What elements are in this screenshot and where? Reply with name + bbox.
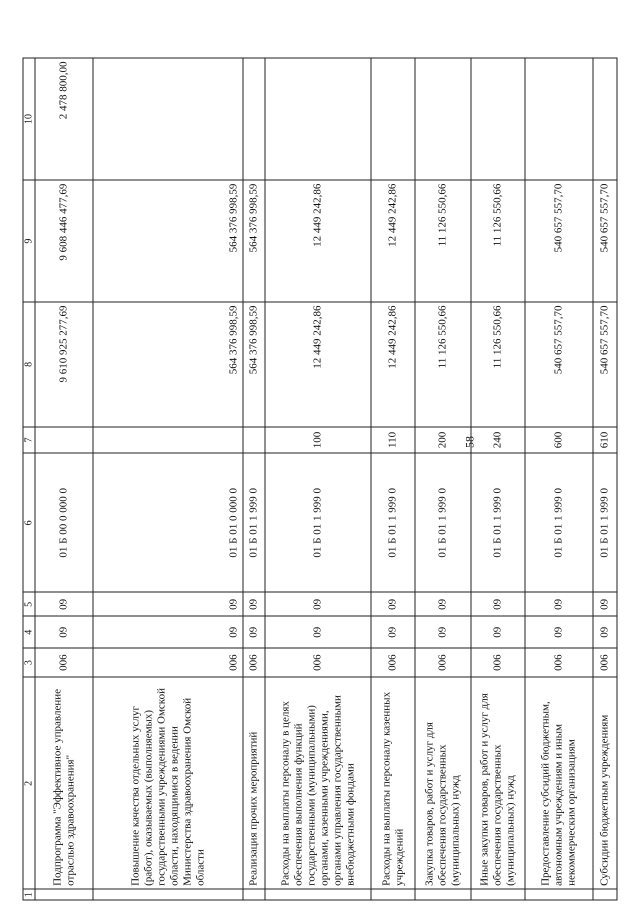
- subsection-cell: 09: [35, 592, 93, 616]
- subsection-cell: 09: [471, 592, 525, 616]
- row-index-cell: [525, 889, 593, 900]
- amount-own-cell: 11 126 550,66: [471, 180, 525, 302]
- expense-type-cell: 110: [371, 427, 415, 454]
- subsection-cell: 09: [265, 592, 371, 616]
- code-cell: 006: [593, 648, 617, 677]
- amount-total-cell: 11 126 550,66: [415, 302, 471, 427]
- item-name-cell: Расходы на выплаты персоналу казенных учреждений: [371, 677, 415, 889]
- amount-own-cell: 564 376 998,59: [93, 180, 243, 302]
- target-article-cell: 01 Б 01 1 999 0: [371, 453, 415, 592]
- code-cell: 006: [415, 648, 471, 677]
- table-row: [415, 58, 471, 900]
- target-article-cell: 01 Б 01 1 999 0: [525, 453, 593, 592]
- amount-own-cell: 564 376 998,59: [243, 180, 265, 302]
- amount-own-cell: 12 449 242,86: [265, 180, 371, 302]
- table-row: [93, 58, 243, 900]
- section-cell: 09: [525, 616, 593, 648]
- section-cell: 09: [415, 616, 471, 648]
- amount-federal-cell: [93, 58, 243, 180]
- amount-total-cell: 540 657 557,70: [593, 302, 617, 427]
- header-cell: 3: [23, 648, 35, 677]
- header-cell: 5: [23, 592, 35, 616]
- row-index-cell: [371, 889, 415, 900]
- expense-type-cell: 240: [471, 427, 525, 454]
- header-cell: 1: [23, 889, 35, 900]
- header-cell: 2: [23, 677, 35, 889]
- budget-table: [23, 58, 618, 901]
- amount-total-cell: 9 610 925 277,69: [35, 302, 93, 427]
- table-row: [525, 58, 593, 900]
- target-article-cell: 01 Б 00 0 000 0: [35, 453, 93, 592]
- expense-type-cell: 100: [265, 427, 371, 454]
- table-row: [471, 58, 525, 900]
- expense-type-cell: [93, 427, 243, 454]
- target-article-cell: 01 Б 01 1 999 0: [243, 453, 265, 592]
- expense-type-cell: [35, 427, 93, 454]
- amount-federal-cell: [415, 58, 471, 180]
- item-name-cell: Закупка товаров, работ и услуг для обеспечения государственных (муниципальных) нужд: [415, 677, 471, 889]
- expense-type-cell: [243, 427, 265, 454]
- header-cell: 10: [23, 58, 35, 180]
- subsection-cell: 09: [593, 592, 617, 616]
- header-cell: 6: [23, 453, 35, 592]
- target-article-cell: 01 Б 01 1 999 0: [593, 453, 617, 592]
- subsection-cell: 09: [415, 592, 471, 616]
- row-index-cell: [243, 889, 265, 900]
- item-name-cell: Предоставление субсидий бюджетным, автономным учреждениям и иным некоммерческим организациям: [525, 677, 593, 889]
- item-name-cell: Иные закупки товаров, работ и услуг для обеспечения государственных (муниципальных) нужд: [471, 677, 525, 889]
- section-cell: 09: [593, 616, 617, 648]
- item-name-cell: Подпрограмма "Эффективное управление отраслью здравоохранения": [35, 677, 93, 889]
- header-row: [23, 58, 35, 900]
- section-cell: 09: [93, 616, 243, 648]
- amount-own-cell: 540 657 557,70: [525, 180, 593, 302]
- amount-total-cell: 12 449 242,86: [371, 302, 415, 427]
- row-index-cell: [593, 889, 617, 900]
- header-cell: 7: [23, 427, 35, 454]
- amount-federal-cell: [525, 58, 593, 180]
- subsection-cell: 09: [243, 592, 265, 616]
- section-cell: 09: [371, 616, 415, 648]
- target-article-cell: 01 Б 01 1 999 0: [415, 453, 471, 592]
- amount-total-cell: 540 657 557,70: [525, 302, 593, 427]
- code-cell: 006: [471, 648, 525, 677]
- table-row: [593, 58, 617, 900]
- expense-type-cell: 610: [593, 427, 617, 454]
- section-cell: 09: [35, 616, 93, 648]
- amount-total-cell: 564 376 998,59: [93, 302, 243, 427]
- item-name-cell: Повышение качества отдельных услуг (работ), оказываемых (выполняемых) государственными учреждениями Омской области, находящимися в ведении Министерства здравоохранения Омской области: [93, 677, 243, 889]
- target-article-cell: 01 Б 01 0 000 0: [93, 453, 243, 592]
- code-cell: 006: [93, 648, 243, 677]
- target-article-cell: 01 Б 01 1 999 0: [471, 453, 525, 592]
- amount-total-cell: 12 449 242,86: [265, 302, 371, 427]
- header-cell: 9: [23, 180, 35, 302]
- code-cell: 006: [371, 648, 415, 677]
- amount-federal-cell: [371, 58, 415, 180]
- expense-type-cell: 200: [415, 427, 471, 454]
- item-name-cell: Расходы на выплаты персоналу в целях обеспечения выполнения функций государственными (муниципальными) органами, казенными учреждениями, органами управления государственными внебюджетными фондами: [265, 677, 371, 889]
- row-index-cell: [35, 889, 93, 900]
- section-cell: 09: [265, 616, 371, 648]
- row-index-cell: [471, 889, 525, 900]
- subsection-cell: 09: [93, 592, 243, 616]
- section-cell: 09: [243, 616, 265, 648]
- table-row: [243, 58, 265, 900]
- code-cell: 006: [525, 648, 593, 677]
- page-number: 58: [462, 436, 477, 448]
- section-cell: 09: [471, 616, 525, 648]
- amount-own-cell: 12 449 242,86: [371, 180, 415, 302]
- table-row: [35, 58, 93, 900]
- target-article-cell: 01 Б 01 1 999 0: [265, 453, 371, 592]
- table-row: [371, 58, 415, 900]
- row-index-cell: [415, 889, 471, 900]
- subsection-cell: 09: [371, 592, 415, 616]
- code-cell: 006: [265, 648, 371, 677]
- amount-own-cell: 11 126 550,66: [415, 180, 471, 302]
- table-row: [265, 58, 371, 900]
- amount-total-cell: 11 126 550,66: [471, 302, 525, 427]
- rotated-page: [23, 58, 618, 901]
- code-cell: 006: [243, 648, 265, 677]
- amount-federal-cell: [265, 58, 371, 180]
- header-cell: 4: [23, 616, 35, 648]
- amount-own-cell: 9 608 446 477,69: [35, 180, 93, 302]
- amount-total-cell: 564 376 998,59: [243, 302, 265, 427]
- header-cell: 8: [23, 302, 35, 427]
- amount-federal-cell: [243, 58, 265, 180]
- item-name-cell: Субсидии бюджетным учреждениям: [593, 677, 617, 889]
- row-index-cell: [93, 889, 243, 900]
- amount-federal-cell: [471, 58, 525, 180]
- amount-federal-cell: 2 478 800,00: [35, 58, 93, 180]
- code-cell: 006: [35, 648, 93, 677]
- expense-type-cell: 600: [525, 427, 593, 454]
- item-name-cell: Реализация прочих мероприятий: [243, 677, 265, 889]
- subsection-cell: 09: [525, 592, 593, 616]
- amount-own-cell: 540 657 557,70: [593, 180, 617, 302]
- row-index-cell: [265, 889, 371, 900]
- amount-federal-cell: [593, 58, 617, 180]
